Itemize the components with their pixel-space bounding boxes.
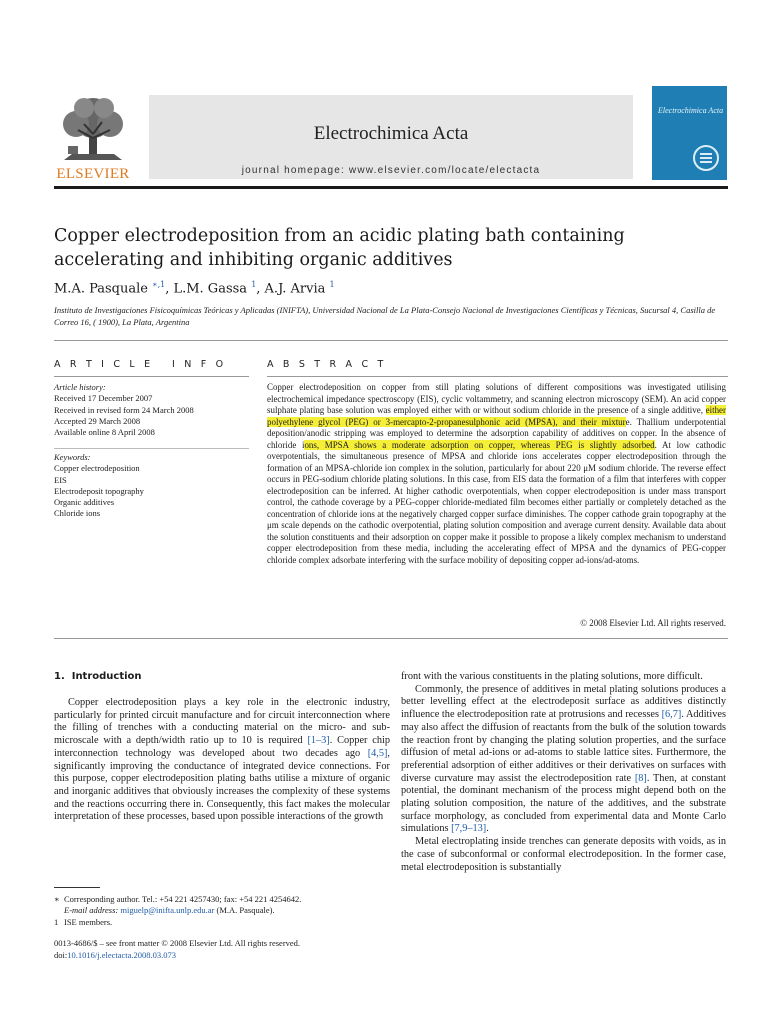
tree-emblem-icon xyxy=(54,94,132,166)
section-heading: 1. Introduction xyxy=(54,671,142,682)
abstract-text: Copper electrodeposition on copper from still plating solutions of different compositions was investigated utilising electrochemical impedance spectroscopy (EIS), cyclic voltammetry, and scanning electron microscopy (SEM). An acid copper sulphate plating base solution was employed either with or without sodium chloride in the presence of a single additive, xyxy=(267,382,726,415)
paragraph xyxy=(401,684,726,836)
footnote-corresponding xyxy=(54,894,390,905)
footnotes xyxy=(54,894,390,928)
email-link[interactable]: miguelp@inifta.unlp.edu.ar xyxy=(120,905,215,916)
footnote-mark: 1 xyxy=(54,916,59,927)
paragraph: front with the various constituents in the plating solutions, more difficult. xyxy=(401,671,703,682)
author-name[interactable]: L.M. Gassa xyxy=(173,281,248,297)
citation-link[interactable]: [8] xyxy=(634,772,647,784)
paragraph: Metal electroplating inside trenches can generate deposits with voids, as in the case of subconformal or conformal electrodeposition. In the former case, metal electrodeposition is substantially xyxy=(401,836,726,873)
ise-logo-icon xyxy=(692,144,720,172)
body-text: , significantly improving the conductance of integrated device connections. For this purpose, copper electrodeposition plating baths utilise a mixture of organic and inorganic additives that obviously increases the complexity of these systems and the reactions occurring there in. Consequently, this fact makes the molecular interpretation of these processes, based upon possible interactions of the growth xyxy=(54,747,390,823)
abstract-text: e. Thallium underpotential deposition/anodic stripping was employed to determine the adsorption capability of additives on copper. In the absence of chloride i xyxy=(267,416,726,450)
body-text: Commonly, the presence of additives in metal plating solutions produces a better levelling effect at the electrodeposit surface as additives distinctly influence the electrodeposition rate at protrusions and recesses xyxy=(401,683,726,721)
article-info-heading: A R T I C L E I N F O xyxy=(54,359,227,370)
keyword-item: Chloride ions xyxy=(54,508,101,519)
author-list: M.A. Pasquale $^{∗,1}$, L.M. Gassa $^1$, A.J. Arvia $^1$ xyxy=(54,280,335,297)
citation-link[interactable]: [1–3] xyxy=(307,735,330,747)
keyword-item: Organic additives xyxy=(54,497,115,508)
author-marks[interactable]: ∗,1 xyxy=(152,280,166,289)
issn-line: 0013-4686/$ – see front matter © 2008 Elsevier Ltd. All rights reserved. xyxy=(54,938,301,948)
divider xyxy=(54,448,249,449)
journal-name: Electrochimica Acta xyxy=(313,123,469,144)
footnote-text: (M.A. Pasquale). xyxy=(214,905,275,916)
history-item: Accepted 29 March 2008 xyxy=(54,415,141,426)
body-text: . Copper chip interconnection technology was developed about two decades ago xyxy=(54,735,390,759)
citation-link[interactable]: [6,7] xyxy=(661,709,682,721)
footnote-ise xyxy=(54,917,390,928)
history-item: Available online 8 April 2008 xyxy=(54,427,155,438)
keyword-item: Copper electrodeposition xyxy=(54,463,140,474)
keywords-list xyxy=(54,452,254,520)
header-divider xyxy=(54,186,728,189)
divider xyxy=(54,638,728,639)
footnote-email xyxy=(54,905,390,916)
abstract-text: . At low cathodic overpotentials, the simultaneous presence of MPSA and chloride ions accelerates copper electrodeposition through the formation of an MPSA-chloride ion complex in the solution, particularly for about 220 μM sodium chloride. The reverse effect occurs in PEG-sodium chloride plating solutions. In this case, from EIS data the formation of a film that interferes with copper electrodeposition can be inferred. At higher cathodic overpotentials, when copper electrodeposition is under mass transport control, the cathode coverage by a PEG-copper chloride-mediated film becomes either partially or completely detached as the concentration of chloride ions at the negatively charged copper surface diminishes. The copper cathode grain topography at the μm scale depends on the cathodic overpotential, plating solution composition and average current density. Available data about the solution constituents and their adsorption on copper make it possible to propose a likely complex mechanism to understand copper electrodeposition from these media, including the accelerating effect of MPSA and the dynamics of PEG-copper chloride complex adsorbate interfering with the surface mobility of depositing copper ad-ions/ad-atoms. xyxy=(267,439,726,565)
keywords-label: Keywords: xyxy=(54,452,91,462)
body-column-right xyxy=(401,671,726,874)
publisher-name: ELSEVIER xyxy=(56,166,130,182)
divider xyxy=(54,340,728,341)
highlighted-text[interactable]: either polyethylene glycol (PEG) or 3-mercapto-2-propanesulphonic acid (MPSA), and their mixtur xyxy=(267,405,726,427)
author-marks[interactable]: 1 xyxy=(251,280,257,289)
author-name[interactable]: A.J. Arvia xyxy=(264,281,326,297)
body-text: . Additives may also affect the diffusion of reactants from the bulk of the solution towards the reaction front by changing the plating solution properties, and the surface diffusion of metal ad-ions or ad-atoms to stable lattice sites. Furthermore, the preferential adsorption of either additives or their derivatives on surfaces with diverse curvature may assist the electrodeposition rate xyxy=(401,709,726,784)
abstract-body xyxy=(267,382,726,566)
footnote-text: ISE members. xyxy=(64,916,113,927)
history-item: Received in revised form 24 March 2008 xyxy=(54,404,194,415)
abstract-copyright: © 2008 Elsevier Ltd. All rights reserved. xyxy=(580,618,726,628)
article-history xyxy=(54,382,254,438)
footnote-divider xyxy=(54,887,100,888)
paragraph xyxy=(54,697,390,824)
highlighted-text[interactable]: ons, MPSA shows a moderate adsorption on copper, whereas PEG is slightly adsorbed xyxy=(304,439,655,450)
affiliation: Instituto de Investigaciones Fisicoquímicas Teóricas y Aplicadas (INIFTA), Universidad Nacional de La Plata-Consejo Nacional de Investigaciones Científicas y Técnicas, Sucursal 4, Casilla de Correo 16, ( 1900), La Plata, Argentina xyxy=(54,305,716,327)
citation-link[interactable]: [4,5] xyxy=(367,747,388,759)
keyword-item: EIS xyxy=(54,474,67,485)
history-label: Article history: xyxy=(54,382,106,392)
author-name[interactable]: M.A. Pasquale xyxy=(54,281,148,297)
doi-line xyxy=(54,950,390,962)
divider xyxy=(267,376,728,377)
email-label: E-mail address: xyxy=(64,905,119,916)
journal-cover-thumbnail xyxy=(652,86,727,180)
abstract-heading: A B S T R A C T xyxy=(267,359,387,370)
paper-title: Copper electrodeposition from an acidic plating bath containing accelerating and inhibiting organic additives xyxy=(54,226,625,270)
author-marks[interactable]: 1 xyxy=(329,280,335,289)
body-text: . Then, at constant potential, the dominant mechanism of the process might depend both on the plating solution composition, the nature of the additives, and the substrate surface morphology, as concluded from experimental data and Monte Carlo simulations xyxy=(401,772,727,835)
front-matter xyxy=(54,938,390,961)
divider xyxy=(54,376,249,377)
cover-title: Electrochimica Acta xyxy=(658,106,724,115)
body-text: . xyxy=(486,823,489,835)
elsevier-logo xyxy=(54,94,132,182)
body-column-left xyxy=(54,697,390,824)
keyword-item: Electrodeposit topography xyxy=(54,485,144,496)
footnote-text: Corresponding author. Tel.: +54 221 4257430; fax: +54 221 4254642. xyxy=(64,894,302,904)
body-text: Copper electrodeposition plays a key role in the electronic industry, particularly for printed circuit manufacture and for circuit interconnection where the filling of trenches with a conducting material on the micro- and sub-microscale with a depth/width ratio up to 10 is required xyxy=(54,697,390,747)
doi-link[interactable]: 10.1016/j.electacta.2008.03.073 xyxy=(67,949,177,960)
citation-link[interactable]: [7,9–13] xyxy=(451,823,487,835)
footnote-mark: ∗ xyxy=(54,894,60,904)
history-item: Received 17 December 2007 xyxy=(54,393,153,404)
journal-homepage[interactable]: journal homepage: www.elsevier.com/locate/electacta xyxy=(241,165,541,176)
doi-label: doi: xyxy=(54,949,68,960)
